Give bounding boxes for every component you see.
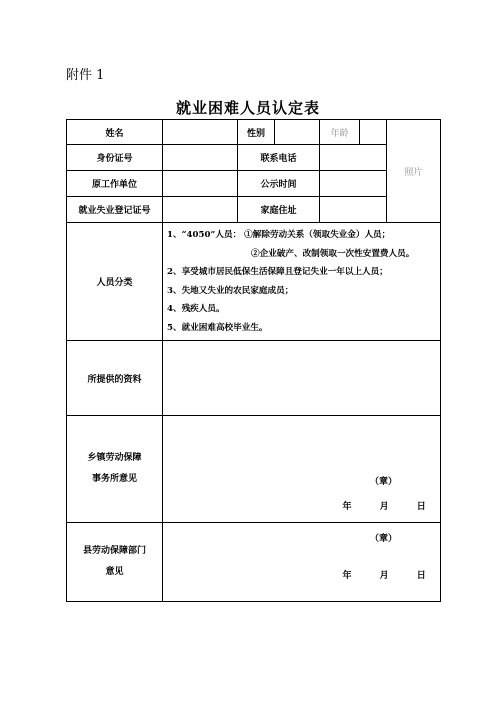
county-opinion-label-line2: 意见 (105, 567, 124, 577)
town-opinion-field[interactable] (163, 416, 441, 523)
identification-form (66, 119, 441, 602)
id-number-label: 身份证号 (67, 145, 163, 171)
age-field[interactable] (360, 120, 387, 145)
phone-field[interactable] (320, 145, 387, 171)
materials-field[interactable] (163, 341, 441, 416)
public-time-field[interactable] (320, 171, 387, 197)
county-opinion-field[interactable] (163, 523, 441, 602)
category-item: 4、残疾人员。 (167, 304, 225, 314)
age-label: 年龄 (320, 120, 360, 145)
county-seal-label: （章） (370, 534, 398, 544)
employer-field[interactable] (163, 171, 238, 197)
phone-label: 联系电话 (238, 145, 320, 171)
address-label: 家庭住址 (238, 197, 320, 223)
year-label: 年 (342, 502, 352, 512)
gender-field[interactable] (275, 120, 320, 145)
category-options (163, 223, 441, 341)
category-item: ②企业破产、改制领取一次性安置费人员。 (251, 248, 415, 259)
name-field[interactable] (163, 120, 238, 145)
public-time-label: 公示时间 (238, 171, 320, 197)
town-opinion-label-line1: 乡镇劳动保障 (87, 453, 142, 463)
category-label: 人员分类 (67, 223, 163, 341)
id-number-field[interactable] (163, 145, 238, 171)
category-item: 2、享受城市居民低保生活保障且登记失业一年以上人员； (167, 267, 388, 277)
form-title: 就业困难人员认定表 (175, 99, 320, 117)
category-item: 1、“4050”人员： ①解除劳动关系（领取失业金）人员； (167, 230, 391, 240)
materials-label: 所提供的资料 (67, 341, 163, 416)
county-opinion-label-line1: 县劳动保障部门 (82, 546, 146, 556)
month-label: 月 (379, 571, 389, 581)
category-item: 3、失地又失业的农民家庭成员； (167, 285, 294, 296)
county-opinion-label (67, 523, 163, 602)
day-label: 日 (416, 571, 426, 581)
employer-label: 原工作单位 (67, 171, 163, 197)
year-label: 年 (342, 571, 352, 581)
gender-label: 性别 (238, 120, 275, 145)
town-seal-label: （章） (370, 477, 398, 487)
photo-box[interactable]: 照片 (387, 120, 441, 223)
attachment-label: 附件 1 (66, 68, 105, 83)
town-opinion-label-line2: 事务所意见 (91, 474, 137, 484)
day-label: 日 (416, 502, 426, 512)
category-item: 5、就业困难高校毕业生。 (167, 322, 268, 333)
address-field[interactable] (320, 197, 387, 223)
town-date-line (332, 499, 436, 512)
registration-number-label: 就业失业登记证号 (67, 197, 163, 223)
county-date-line (332, 568, 436, 581)
registration-number-field[interactable] (163, 197, 238, 223)
month-label: 月 (379, 502, 389, 512)
town-opinion-label (67, 416, 163, 523)
name-label: 姓名 (67, 120, 163, 145)
